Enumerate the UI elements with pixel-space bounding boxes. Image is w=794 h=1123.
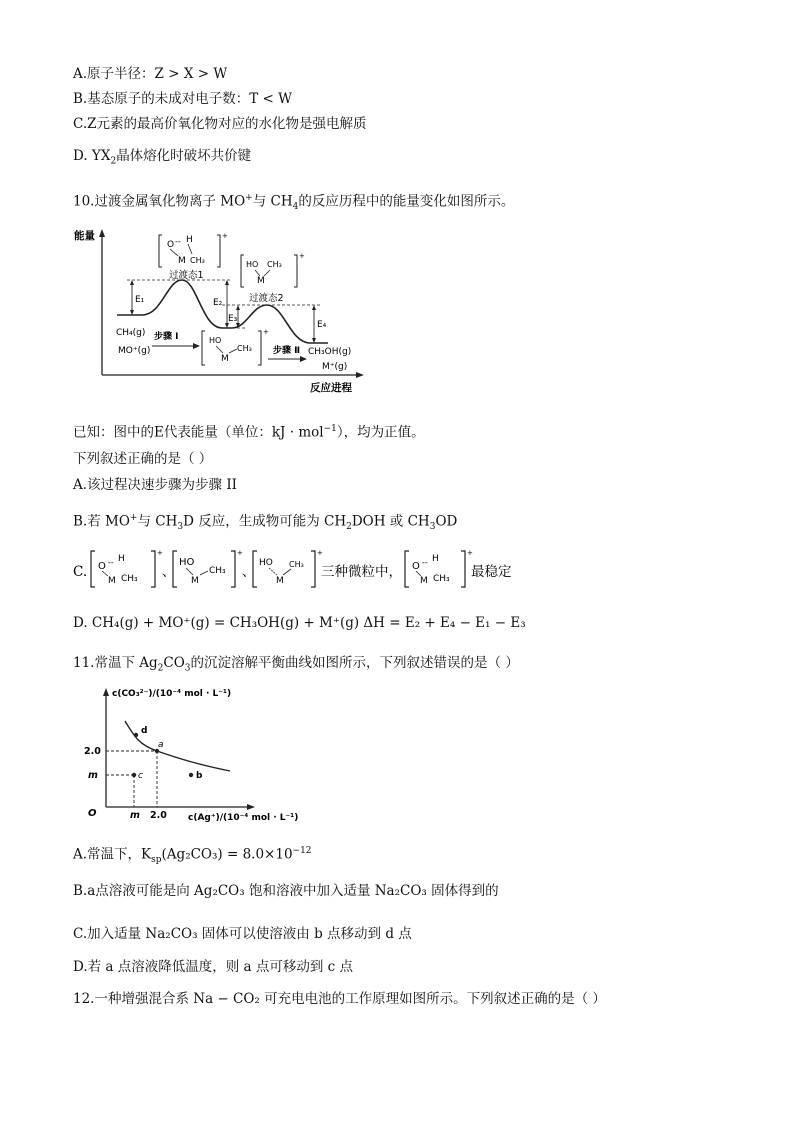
point-d-label: d (141, 726, 148, 736)
option-c-struct-3 (253, 549, 323, 587)
svg-text:CH₃: CH₃ (121, 574, 138, 584)
sol-x-label: c(Ag⁺)/(10⁻⁴ mol · L⁻¹) (188, 813, 299, 823)
q9-option-b: B.基态原子的未成对电子数：T < W (73, 91, 292, 107)
svg-text:、: 、 (242, 565, 256, 580)
svg-text:O: O (167, 240, 175, 250)
q11-option-b: B.a点溶液可能是向 Ag₂CO₃ 饱和溶液中加入适量 Na₂CO₃ 固体得到的 (73, 883, 499, 899)
q11-option-a: A.常温下，$K_{sp}(Ag_2CO_3) = 8.0\times 10^{-12}$ (73, 846, 312, 866)
energy-diagram (72, 225, 367, 400)
svg-text:+: + (299, 252, 305, 260)
sol-y-label: c(CO₃²⁻)/(10⁻⁴ mol · L⁻¹) (112, 689, 232, 699)
svg-text:O: O (98, 561, 106, 572)
reactant-mo: MO⁺(g) (118, 346, 151, 356)
svg-text:H: H (118, 554, 125, 564)
svg-text:M: M (257, 276, 265, 286)
svg-text:+: + (467, 549, 473, 557)
svg-text:+: + (263, 328, 269, 336)
option-c-label: C. (73, 564, 88, 580)
energy-diagram-svg (72, 225, 367, 400)
tick-x-2: 2.0 (150, 810, 167, 821)
q10-option-c-svg (73, 545, 523, 591)
svg-text:M: M (178, 256, 186, 266)
point-b (189, 773, 193, 777)
q11-option-d: D.若 a 点溶液降低温度，则 a 点可移动到 c 点 (73, 959, 354, 975)
e1-arrow-head-top (130, 280, 134, 285)
q10-option-c (73, 545, 523, 591)
svg-text:M: M (221, 354, 229, 364)
q10-known: 已知：图中的E代表能量（单位：kJ · mol$^{-1}$），均为正值。 (73, 424, 425, 441)
svg-text:M: M (276, 576, 284, 586)
e3-label: E₃ (228, 314, 238, 324)
option-c-struct-2 (173, 549, 243, 587)
step1-label: 步骤 Ⅰ (154, 332, 179, 342)
q11-stem: 11.常温下 $Ag_2CO_3$的沉淀溶解平衡曲线如图所示，下列叙述错误的是（ ） (73, 655, 519, 674)
sol-origin: O (88, 808, 97, 819)
q9-option-a: A.原子半径：Z > X > W (73, 66, 228, 82)
option-c-mid: 三种微粒中， (321, 564, 402, 580)
svg-text:HO: HO (259, 558, 273, 568)
reactant-ch4: CH₄(g) (116, 328, 146, 338)
sol-y-arrow (103, 688, 109, 696)
sol-x-arrow (247, 804, 255, 810)
svg-text:CH₃: CH₃ (209, 566, 226, 576)
q11-option-c: C.加入适量 Na₂CO₃ 固体可以使溶液由 b 点移动到 d 点 (73, 926, 412, 942)
svg-text:H: H (432, 554, 439, 564)
step2-arrow (300, 356, 307, 362)
svg-text:--: -- (175, 237, 181, 246)
svg-text:M: M (420, 576, 428, 586)
point-a-label: a (158, 740, 164, 750)
svg-text:--: -- (422, 558, 428, 567)
solubility-graph (80, 683, 305, 825)
q10-question: 下列叙述正确的是（ ） (73, 451, 213, 467)
svg-text:CH₃: CH₃ (433, 574, 450, 584)
point-d (134, 733, 138, 737)
svg-text:+: + (237, 549, 243, 557)
e4-label: E₄ (317, 320, 327, 330)
q10-option-b: B.若 MO+与 $CH_3D$ 反应，生成物可能为 $CH_2DOH$ 或 $CH_3OD$ (73, 513, 458, 533)
svg-text:+: + (317, 549, 323, 557)
e4-arrow-head-top (312, 305, 316, 310)
q10-option-a: A.该过程决速步骤为步骤 II (73, 477, 237, 493)
ts2-structure (241, 252, 305, 287)
product-ch3oh: CH₃OH(g) (308, 347, 352, 357)
q9-option-c: C.Z元素的最高价氧化物对应的水化物是强电解质 (73, 116, 367, 132)
energy-x-label: 反应进程 (310, 382, 352, 394)
svg-text:M: M (191, 576, 199, 586)
step1-arrow (193, 343, 200, 349)
tick-x-m: m (130, 810, 140, 821)
intermediate-structure (202, 328, 269, 365)
svg-text:H: H (186, 235, 193, 245)
q10-stem: 10.过渡金属氧化物离子 MO+与 $CH_4$的反应历程中的能量变化如图所示。 (73, 193, 515, 213)
e1-label: E₁ (135, 295, 145, 305)
svg-text:、: 、 (162, 565, 176, 580)
svg-text:+: + (222, 232, 228, 240)
option-c-struct-4 (405, 549, 473, 587)
svg-text:HO: HO (209, 336, 222, 345)
svg-text:HO: HO (246, 260, 259, 269)
energy-y-arrow (99, 229, 105, 237)
svg-text:--: -- (108, 558, 114, 567)
q12-stem: 12.一种增强混合系 Na − CO₂ 可充电电池的工作原理如图所示。下列叙述正确的是（ ） (73, 991, 606, 1007)
svg-text:CH₃: CH₃ (289, 560, 304, 569)
svg-text:+: + (157, 549, 163, 557)
svg-text:HO: HO (179, 557, 195, 568)
e2-arrow-head-top (225, 280, 229, 285)
ts1-label: 过渡态1 (169, 270, 204, 281)
tick-y-m: m (88, 770, 98, 781)
ts1-structure (159, 232, 228, 267)
point-c-label: c (138, 771, 143, 781)
step2-label: 步骤 Ⅱ (273, 346, 301, 356)
e3-arrow-head-top (236, 305, 240, 310)
solubility-graph-svg (80, 683, 305, 825)
ts2-label: 过渡态2 (249, 293, 284, 304)
e2-label: E₂ (213, 298, 223, 308)
energy-curve (117, 280, 328, 343)
product-m: M⁺(g) (322, 362, 348, 372)
point-c (132, 773, 136, 777)
point-b-label: b (196, 771, 203, 781)
option-c-struct-1 (91, 549, 163, 587)
svg-text:CH₃: CH₃ (267, 260, 282, 269)
svg-text:CH₃: CH₃ (237, 344, 252, 353)
svg-text:CH₃: CH₃ (190, 256, 205, 265)
option-c-end: 最稳定 (471, 564, 512, 580)
q9-option-d: D. $YX_2$晶体熔化时破坏共价键 (73, 148, 252, 167)
q10-option-d: D. CH₄(g) + MO⁺(g) = CH₃OH(g) + M⁺(g) ΔH = E₂ + E₄ − E₁ − E₃ (73, 615, 526, 631)
energy-x-arrow (356, 372, 364, 378)
svg-text:O: O (412, 561, 420, 572)
svg-text:M: M (108, 576, 116, 586)
tick-y-2: 2.0 (84, 746, 101, 757)
energy-y-label: 能量 (74, 230, 95, 242)
